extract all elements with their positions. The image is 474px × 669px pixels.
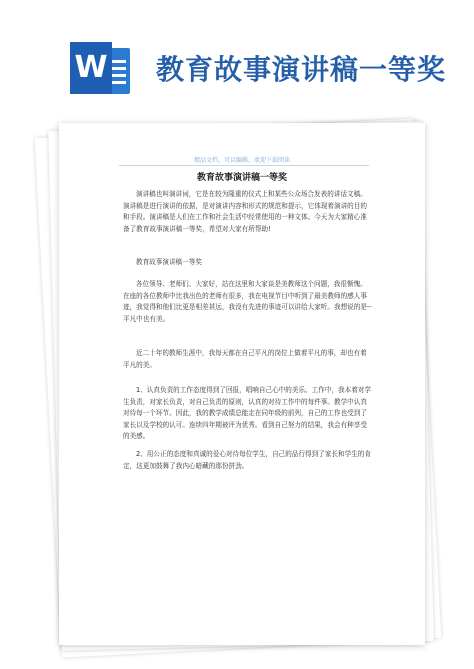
- paragraph-text: 近二十年的教师生涯中，我每天都在自己平凡的岗位上做着平凡的事，却也有着平凡的美。: [123, 349, 367, 369]
- paragraph: [123, 279, 373, 325]
- header-banner: [0, 0, 474, 108]
- paragraph: [123, 385, 373, 443]
- paragraph: [123, 449, 373, 472]
- banner-title: 教育故事演讲稿一等奖: [156, 53, 447, 86]
- document-page: [59, 123, 425, 645]
- paragraph-text: 1、认真负责的工作态度得到了回报，唱响自己心中的美乐。工作中，我本着对学生负责，对家长负责，对自己负责的原则，认真的对待工作中的每件事。教学中认真对待每一个环节。因此，我的教学成绩总能走在同年级的前列，自己的工作也受到了家长以及学校的认可。连续四年期被评为优秀。看到自己努力的结果，我会有种享受的美感。: [123, 386, 371, 440]
- word-icon: [70, 42, 132, 94]
- paragraph: [123, 257, 373, 269]
- paragraph: [123, 348, 373, 371]
- word-icon-badge: W: [70, 42, 112, 94]
- paragraph-text: 2、用公正的态度和真诚的爱心对待每位学生，自己的品行得到了家长和学生的肯定，这更加鼓舞了我内心暗藏的那份拼劲。: [123, 450, 371, 470]
- page-tagline: 精品文档，可以编辑，欢迎下载阅读: [193, 157, 290, 164]
- page-rule: [119, 165, 369, 166]
- page-title: 教育故事演讲稿一等奖: [196, 173, 287, 183]
- paragraph-text: 教育故事演讲稿一等奖: [136, 258, 202, 266]
- paragraph: [123, 189, 373, 235]
- paragraph-text: 各位领导、老师们、大家好，站在这里和大家谈是美教师这个问题，我很惭愧。在座的各位教师中比我出色的老师有很多，我在电视节目中听到了最美教师的感人事迹，我觉得和他们比更是相差甚远，我没有先进的事迹可以讲给大家听。我想说的是--平凡中也有美。: [123, 280, 372, 323]
- paragraph-text: 演讲稿也叫演讲词，它是在较为隆重的仪式上和某些公众场合发表的讲话文稿。演讲稿是进行演讲的依据，是对演讲内容和形式的规范和提示，它体现着演讲的目的和手段。演讲稿是人们在工作和社会生活中经常使用的一种文体。今天为大家精心准备了教育故事演讲稿一等奖，希望对大家有所帮助!: [123, 190, 367, 233]
